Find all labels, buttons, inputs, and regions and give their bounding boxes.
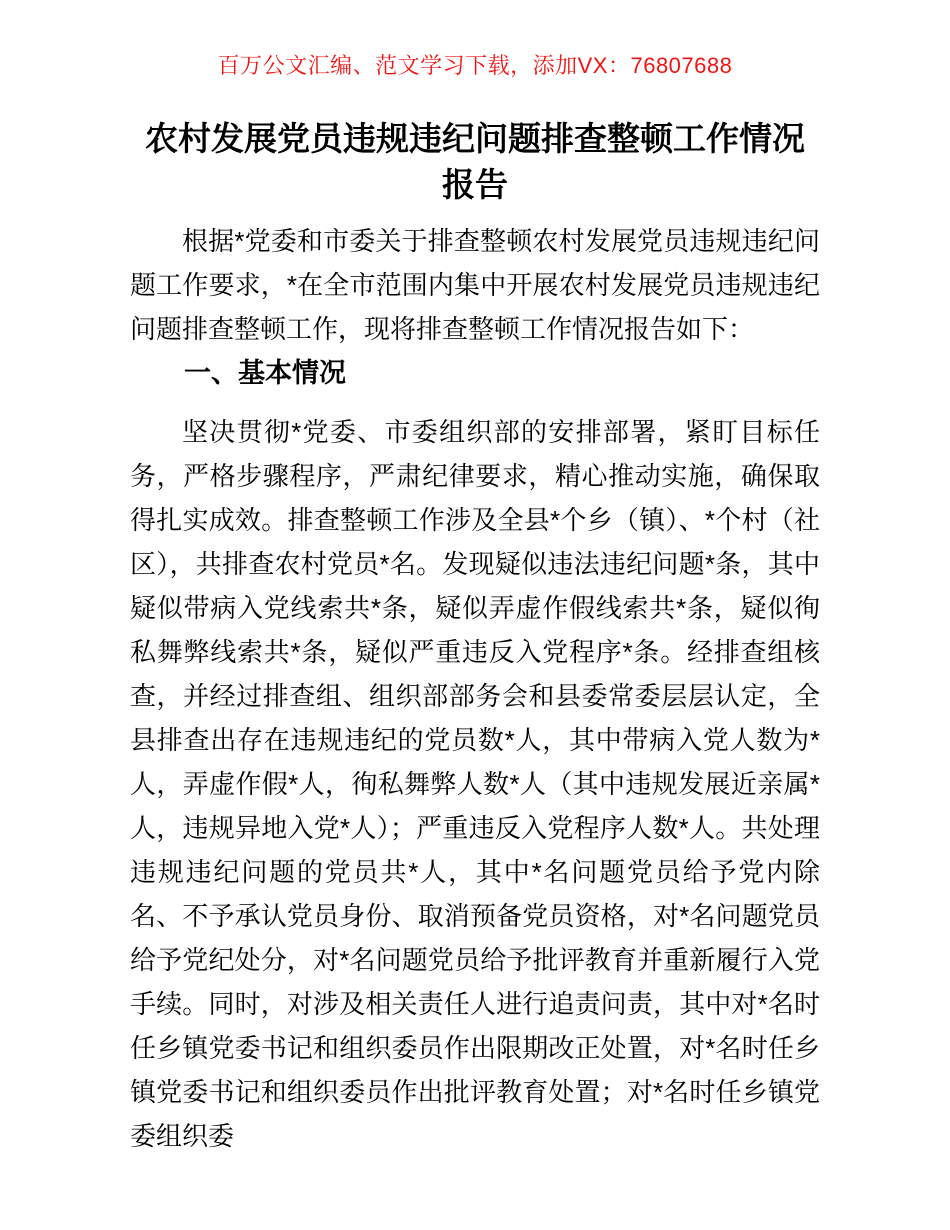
document-title: 农村发展党员违规违纪问题排查整顿工作情况报告 [145,120,805,203]
promo-header-text: 百万公文汇编、范文学习下载，添加VX：76807688 [217,53,733,78]
section-paragraph: 坚决贯彻*党委、市委组织部的安排部署，紧盯目标任务，严格步骤程序，严肃纪律要求，精心推动实施，确保取得扎实成效。排查整顿工作涉及全县*个乡（镇）、*个村（社区），共排查农村党员*名。发现疑似违法违纪问题*条，其中疑似带病入党线索共*条，疑似弄虚作假线索共*条，疑似徇私舞弊线索共*条，疑似严重违反入党程序*条。经排查组核查，并经过排查组、组织部部务会和县委常委层层认定，全县排查出存在违规违纪的党员数*人，其中带病入党人数为*人，弄虚作假*人，徇私舞弊人数*人（其中违规发展近亲属*人，违规异地入党*人）；严重违反入党程序人数*人。共处理违规违纪问题的党员共*人，其中*名问题党员给予党内除名、不予承认党员身份、取消预备党员资格，对*名问题党员给予党纪处分，对*名问题党员给予批评教育并重新履行入党手续。同时，对涉及相关责任人进行追责问责，其中对*名时任乡镇党委书记和组织委员作出限期改正处置，对*名时任乡镇党委书记和组织委员作出批评教育处置；对*名时任乡镇党委组织委 [130,417,820,1151]
section-heading: 一、基本情况 [184,358,346,388]
intro-paragraph: 根据*党委和市委关于排查整顿农村发展党员违规违纪问题工作要求，*在全市范围内集中开展农村发展党员违规违纪问题排查整顿工作，现将排查整顿工作情况报告如下： [130,226,820,344]
